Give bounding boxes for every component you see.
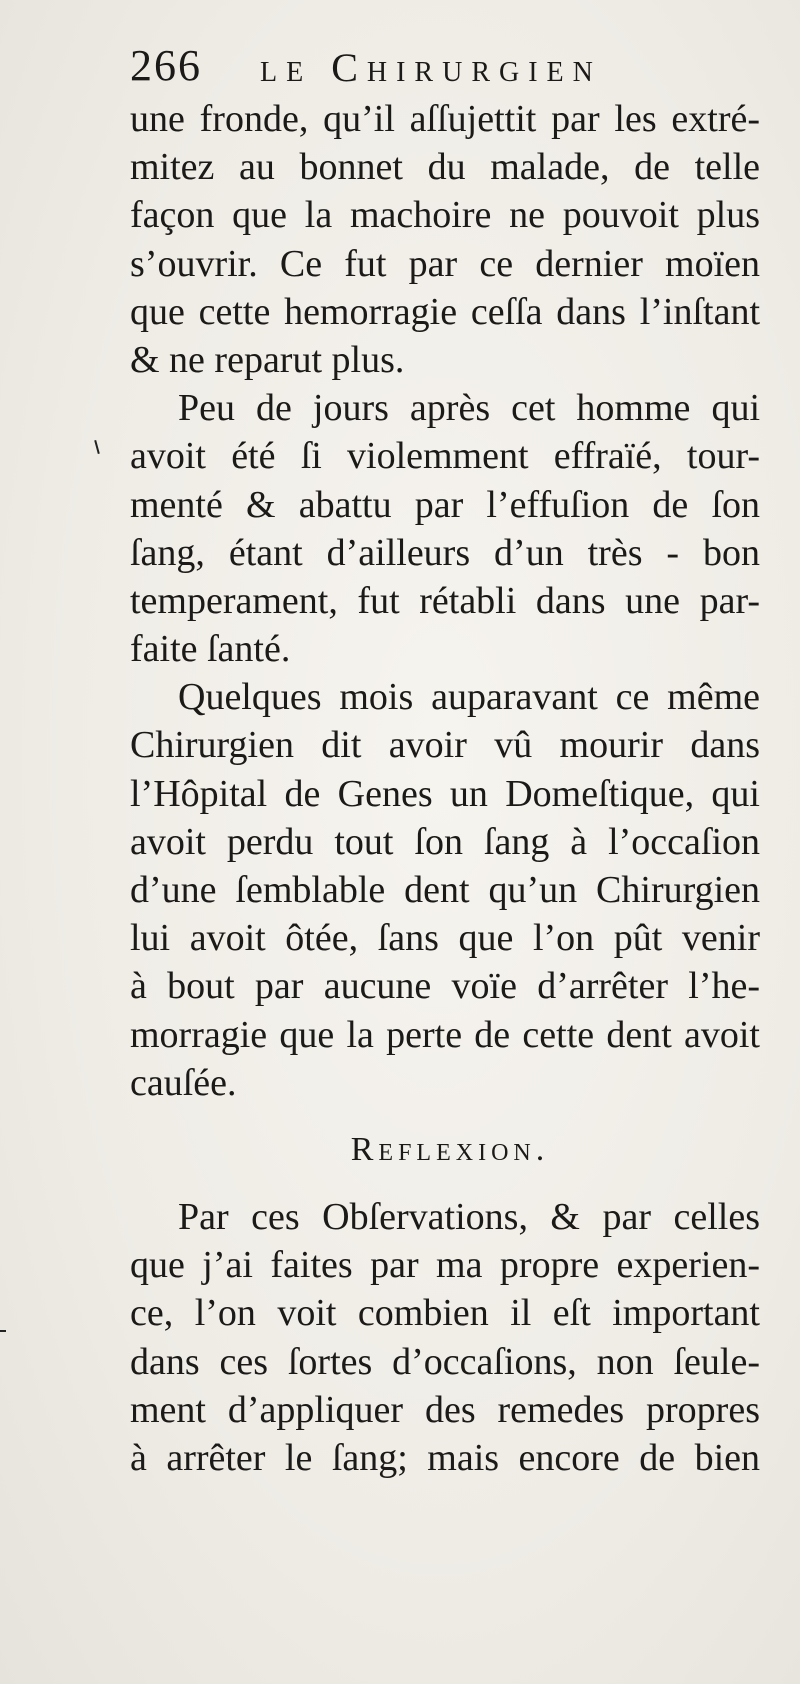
text-line: cauſée. <box>130 1061 237 1104</box>
body-text <box>130 95 760 1482</box>
text-line: l’Hôpital de Genes un Domeſtique, qui <box>130 772 760 815</box>
text-line: ſang, étant d’ailleurs d’un très - bon <box>130 531 760 574</box>
text-line: temperament, fut rétabli dans une par- <box>130 579 760 622</box>
text-line: Peu de jours après cet homme qui <box>178 387 760 430</box>
text-line: Quelques mois auparavant ce même <box>178 676 760 719</box>
section-heading: Reflexion. <box>350 1130 550 1168</box>
text-line: & ne reparut plus. <box>130 338 405 381</box>
text-line: une fronde, qu’il aſſujettit par les extré- <box>130 98 760 140</box>
text-line: Chirurgien dit avoir vû mourir dans <box>130 724 760 767</box>
text-line: faite ſanté. <box>130 628 291 671</box>
text-line: dans ces ſortes d’occaſions, non ſeule- <box>130 1340 760 1383</box>
margin-mark-left-lower <box>0 1330 6 1332</box>
text-line: à bout par aucune voïe d’arrêter l’he- <box>130 965 760 1008</box>
text-line: lui avoit ôtée, ſans que l’on pût venir <box>130 917 760 960</box>
running-head: le Chirurgien <box>260 45 602 90</box>
page-number: 266 <box>130 41 202 90</box>
text-line: Par ces Obſervations, & par celles <box>178 1195 760 1238</box>
text-line: menté & abattu par l’effuſion de ſon <box>130 483 760 526</box>
text-line: ce, l’on voit combien il eſt important <box>130 1292 760 1335</box>
text-line: que j’ai faites par ma propre experien- <box>130 1244 760 1287</box>
text-line: mitez au bonnet du malade, de telle <box>130 146 760 189</box>
text-line: façon que la machoire ne pouvoit plus <box>130 194 760 237</box>
text-line: morragie que la perte de cette dent avoit <box>130 1013 760 1056</box>
page-header <box>130 40 730 100</box>
text-line: s’ouvrir. Ce fut par ce dernier moïen <box>130 242 760 285</box>
text-line: d’une ſemblable dent qu’un Chirurgien <box>130 869 760 911</box>
margin-mark-left <box>94 440 100 454</box>
text-line: avoit été ſi violemment effraïé, tour- <box>130 435 760 478</box>
text-line: avoit perdu tout ſon ſang à l’occaſion <box>130 820 760 863</box>
text-line: que cette hemorragie ceſſa dans l’inſtant <box>130 290 760 333</box>
text-line: à arrêter le ſang; mais encore de bien <box>130 1436 760 1479</box>
text-line: ment d’appliquer des remedes propres <box>130 1388 760 1431</box>
